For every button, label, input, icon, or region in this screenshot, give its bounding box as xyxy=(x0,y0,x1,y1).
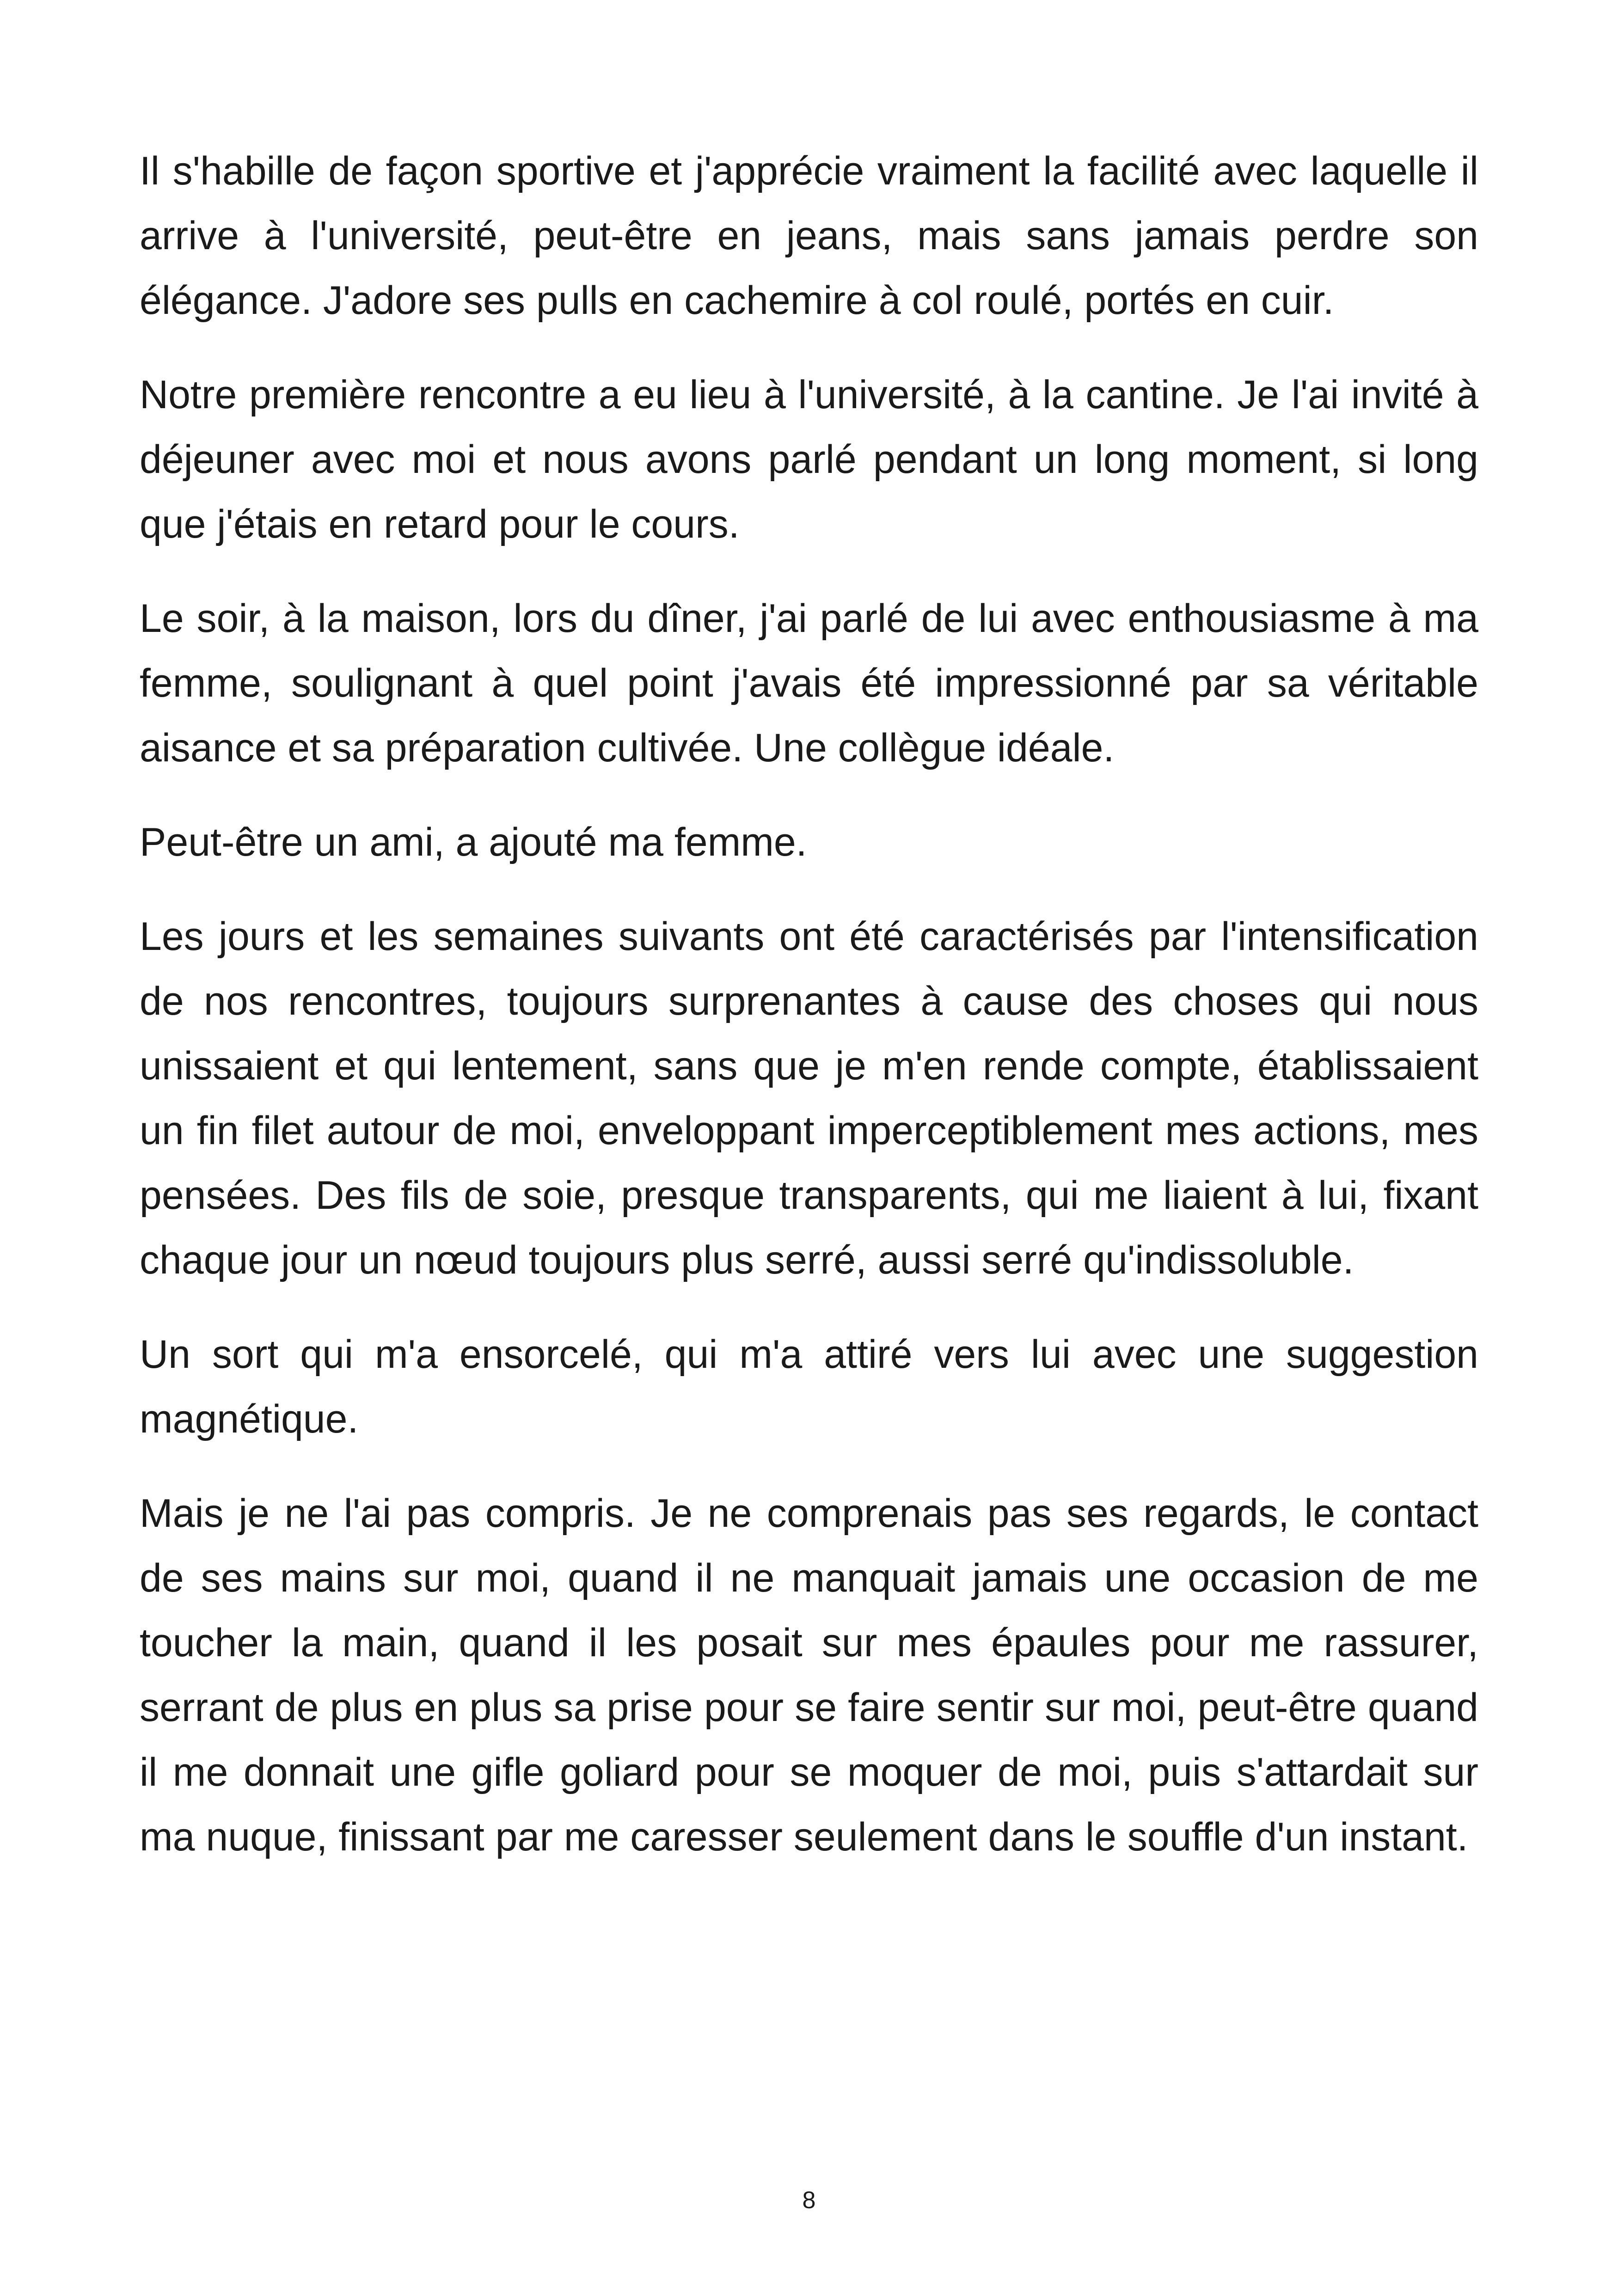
paragraph: Les jours et les semaines suivants ont été caractérisés par l'intensification de nos rencontres, toujours surprenantes à cause des choses qui nous unissaient et qui lentement, sans que je m'en rende compte, établissaient un fin filet autour de moi, enveloppant imperceptiblement mes actions, mes pensées. Des fils de soie, presque transparents, qui me liaient à lui, fixant chaque jour un nœud toujours plus serré, aussi serré qu'indissoluble. xyxy=(140,914,1478,1282)
paragraph: Notre première rencontre a eu lieu à l'université, à la cantine. Je l'ai invité à déjeuner avec moi et nous avons parlé pendant un long moment, si long que j'étais en retard pour le cours. xyxy=(140,373,1478,546)
paragraph: Peut-être un ami, a ajouté ma femme. xyxy=(140,820,807,864)
page-number: 8 xyxy=(802,2187,816,2214)
paragraph: Un sort qui m'a ensorcelé, qui m'a attiré vers lui avec une suggestion magnétique. xyxy=(140,1332,1478,1441)
paragraph: Mais je ne l'ai pas compris. Je ne comprenais pas ses regards, le contact de ses mains sur moi, quand il ne manquait jamais une occasion de me toucher la main, quand il les posait sur mes épaules pour me rassurer, serrant de plus en plus sa prise pour se faire sentir sur moi, peut-être quand il me donnait une gifle goliard pour se moquer de moi, puis s'attardait sur ma nuque, finissant par me caresser seulement dans le souffle d'un instant. xyxy=(140,1491,1478,1859)
body-text xyxy=(140,139,1478,1899)
paragraph: Le soir, à la maison, lors du dîner, j'ai parlé de lui avec enthousiasme à ma femme, soulignant à quel point j'avais été impressionné par sa véritable aisance et sa préparation cultivée. Une collègue idéale. xyxy=(140,596,1478,770)
paragraph: Il s'habille de façon sportive et j'apprécie vraiment la facilité avec laquelle il arrive à l'université, peut-être en jeans, mais sans jamais perdre son élégance. J'adore ses pulls en cachemire à col roulé, portés en cuir. xyxy=(140,149,1478,323)
